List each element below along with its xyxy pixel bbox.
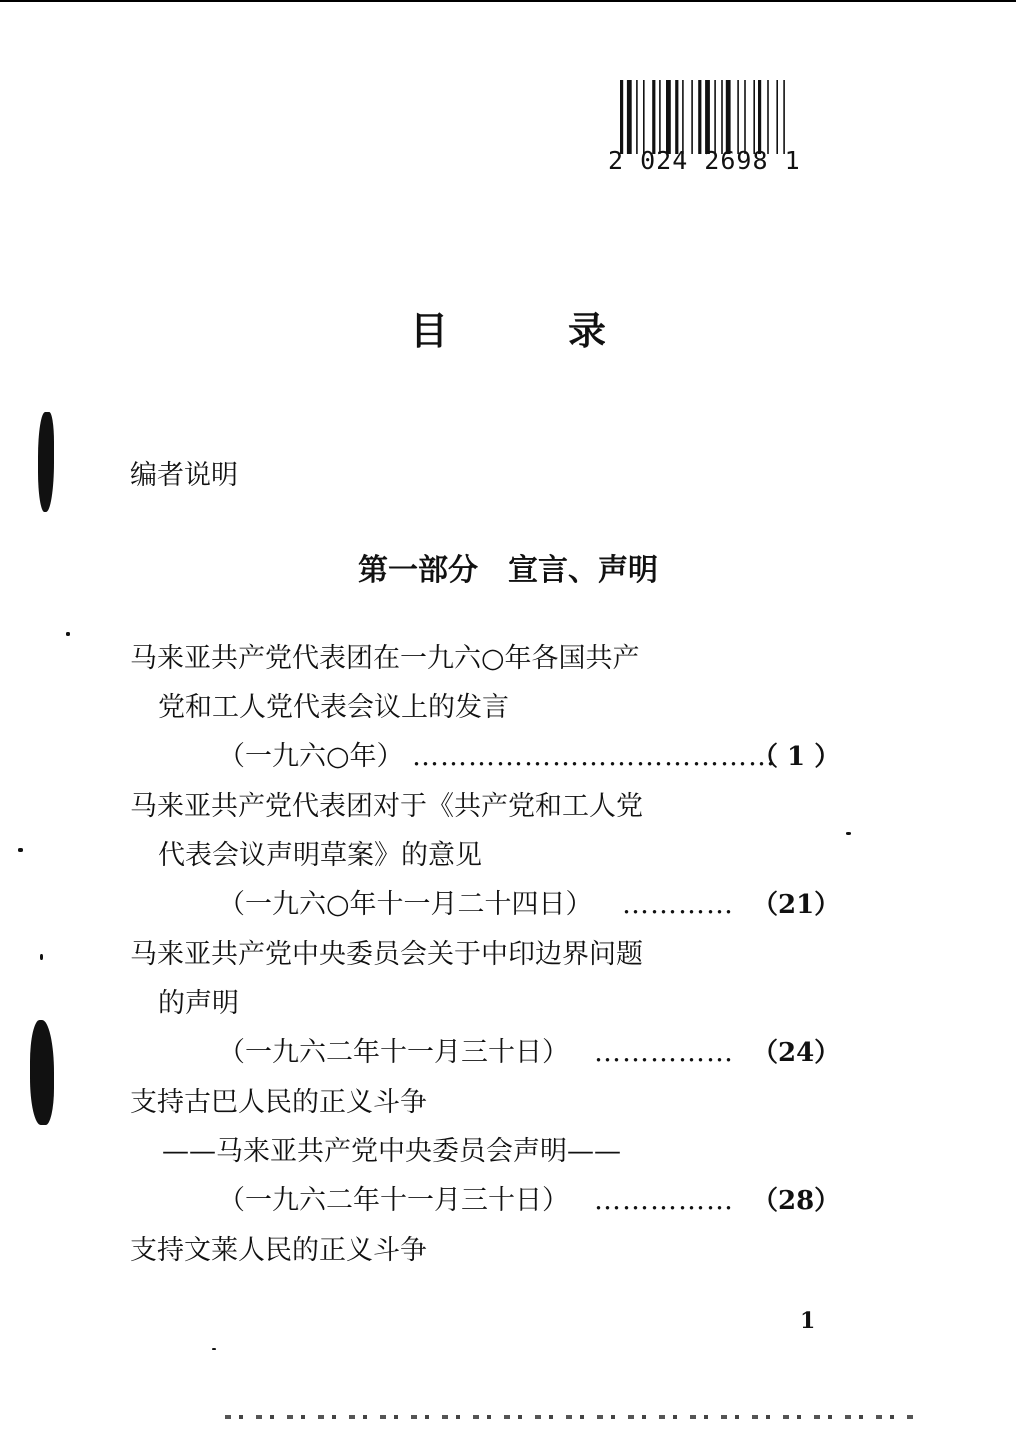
intro-entry[interactable]: 编者说明 <box>130 460 238 491</box>
title-char-2: 录 <box>568 309 607 353</box>
scan-dot <box>212 1348 216 1350</box>
scan-dot <box>66 632 70 636</box>
toc-entry-date: （一九六○年十一月二十四日） <box>218 889 593 920</box>
scan-smudge <box>38 412 54 512</box>
toc-entry-title[interactable]: 马来亚共产党代表团对于《共产党和工人党 <box>130 791 643 822</box>
scan-noise-strip <box>225 1415 915 1419</box>
toc-leader: …………… <box>594 1185 734 1216</box>
toc-page-number[interactable]: （ 1 ） <box>752 742 841 772</box>
toc-leader: …………… <box>594 1037 734 1068</box>
scan-dot <box>18 848 23 852</box>
toc-entry-subtitle[interactable]: ——马来亚共产党中央委员会声明—— <box>162 1136 621 1167</box>
title-char-1: 目 <box>409 309 448 353</box>
toc-entry-date: （一九六二年十一月三十日） <box>218 1185 569 1216</box>
barcode-number: 2 024 2698 1 <box>608 146 801 175</box>
section-heading: 第一部分 宣言、声明 <box>358 553 658 588</box>
toc-entry-title[interactable]: 支持古巴人民的正义斗争 <box>130 1087 427 1118</box>
footer-page-number: 1 <box>800 1308 816 1334</box>
toc-page-number[interactable]: （24） <box>752 1038 841 1068</box>
toc-entry-title-cont[interactable]: 的声明 <box>158 988 239 1019</box>
toc-leader: ………………………………… <box>412 741 776 772</box>
toc-page-number[interactable]: （28） <box>752 1186 841 1216</box>
toc-entry-title[interactable]: 支持文莱人民的正义斗争 <box>130 1235 427 1266</box>
toc-leader: ………… <box>622 889 734 920</box>
page-title <box>0 300 1016 355</box>
scan-dot <box>40 954 43 960</box>
toc-entry-date: （一九六○年） <box>218 741 404 772</box>
toc-page-number[interactable]: （21） <box>752 890 841 920</box>
top-border <box>0 0 1016 2</box>
toc-entry-title-cont[interactable]: 党和工人党代表会议上的发言 <box>158 692 509 723</box>
toc-entry-title-cont[interactable]: 代表会议声明草案》的意见 <box>158 840 482 871</box>
barcode-bars <box>618 80 832 154</box>
toc-entry-title[interactable]: 马来亚共产党代表团在一九六○年各国共产 <box>130 643 640 674</box>
toc-entry-date: （一九六二年十一月三十日） <box>218 1037 569 1068</box>
toc-entry-title[interactable]: 马来亚共产党中央委员会关于中印边界问题 <box>130 939 643 970</box>
scan-dot <box>846 832 851 835</box>
scan-smudge <box>30 1020 54 1125</box>
